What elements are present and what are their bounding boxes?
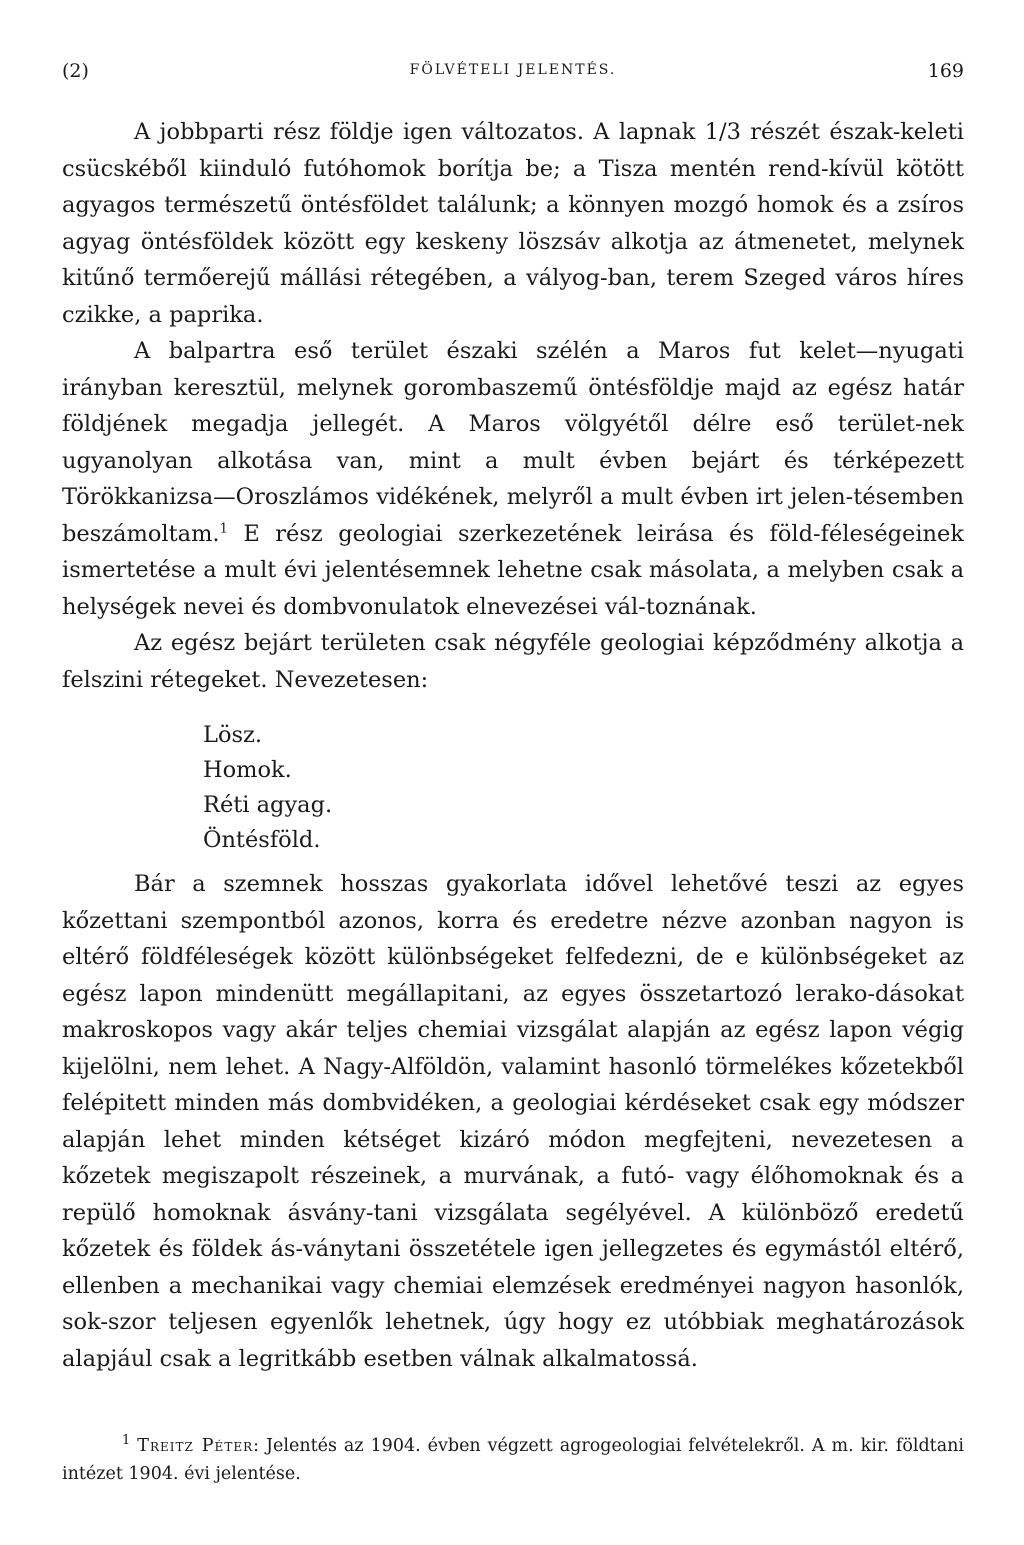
footnote-author: Treitz Péter bbox=[137, 1436, 254, 1456]
paragraph-right-bank bbox=[62, 114, 964, 333]
page-number: 169 bbox=[927, 60, 964, 82]
formation-list bbox=[203, 718, 332, 858]
footnote-reference: 1 bbox=[219, 521, 228, 536]
running-title: FÖLVÉTELI JELENTÉS. bbox=[409, 62, 617, 78]
body-text-lower bbox=[62, 866, 964, 1377]
footnote-mark: 1 bbox=[122, 1433, 131, 1449]
paragraph-text: részét észak-keleti csücskéből kiinduló futóhomok borítja be; a Tisza mentén rend-kívül kötött agyagos természetű öntésföldet találunk; a könnyen mozgó homok és a zsíros agyag öntésföldek között egy keskeny löszsáv alkotja az átmenetet, melynek kitűnő termőerejű mállási rétegében, a vályog-ban, terem Szeged város híres czikke, a paprika. bbox=[62, 119, 965, 328]
paragraph-text: A jobbparti rész földje igen változatos. A lapnak bbox=[134, 119, 705, 145]
footnote-citation: : Jelentés az 1904. évben végzett agrogeologiai felvételekről. A m. kir. földtani intézet 1904. évi jelentése. bbox=[62, 1436, 964, 1484]
list-item: Öntésföld. bbox=[203, 827, 321, 853]
fraction: 1/3 bbox=[704, 119, 741, 145]
paragraph-formations-intro: Az egész bejárt területen csak négyféle geologiai képződmény alkotja a felszini rétegeket. Nevezetesen: bbox=[62, 630, 964, 693]
footnote-text bbox=[62, 1432, 964, 1488]
section-number: (2) bbox=[62, 60, 89, 82]
list-item: Homok. bbox=[203, 757, 292, 783]
paragraph-left-bank bbox=[62, 333, 964, 625]
body-text-upper bbox=[62, 114, 964, 698]
paragraph-methods: Bár a szemnek hosszas gyakorlata idővel lehetővé teszi az egyes kőzettani szempontból azonos, korra és eredetre nézve azonban nagyon is eltérő földféleségek között különbségeket felfedezni, de e különbségeket az egész lapon mindenütt megállapitani, az egyes összetartozó lerako-dásokat makroskopos vagy akár teljes chemiai vizsgálat alapján az egész lapon végig kijelölni, nem lehet. A Nagy-Alföldön, valamint hasonló törmelékes kőzetekből felépitett minden más dombvidéken, a geologiai kérdéseket csak egy módszer alapján lehet minden kétséget kizáró módon megfejteni, nevezetesen a kőzetek megiszapolt részeinek, a murvának, a futó- vagy élőhomoknak és a repülő homoknak ásvány-tani vizsgálata segélyével. A különböző eredetű kőzetek és földek ás-ványtani összetétele igen jellegzetes és egymástól eltérő, ellenben a mechanikai vagy chemiai elemzések eredményei nagyon hasonlók, sok-szor teljesen egyenlők lehetnek, úgy hogy ez utóbbiak meghatározások alapjául csak a legritkább esetben válnak alkalmatossá. bbox=[62, 871, 964, 1372]
list-item: Lösz. bbox=[203, 722, 263, 748]
footnote bbox=[62, 1432, 964, 1488]
paragraph-text: A balpartra eső terület északi szélén a Maros fut kelet—nyugati irányban keresztül, melynek gorombaszemű öntésföldje majd az egész határ földjének megadja jellegét. A Maros völgyétől délre eső terület-nek ugyanolyan alkotása van, mint a mult évben bejárt és térképezett Törökkanizsa—Oroszlámos vidékének, melyről a mult évben irt jelen-tésemben beszámoltam. bbox=[62, 338, 964, 547]
paragraph-text: E rész geologiai szerkezetének leirása és föld-féleségeinek ismertetése a mult évi jelentésemnek lehetne csak másolata, a melyben csak a helységek nevei és dombvonulatok elnevezései vál-toznának. bbox=[62, 520, 964, 620]
list-item: Réti agyag. bbox=[203, 792, 333, 818]
running-head bbox=[62, 60, 964, 90]
